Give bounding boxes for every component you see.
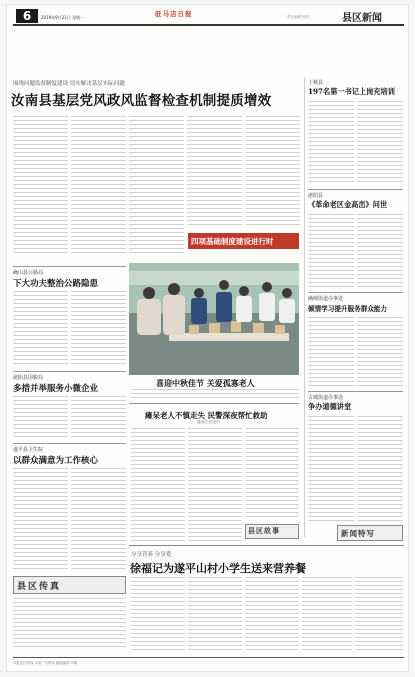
event-photo [129,263,299,375]
bottom-story-headline: 徐福记为遂平山村小学生送来营养餐 [130,562,306,575]
right-story-1-headline: 197名第一书记上岗充培训 [308,87,395,96]
right-column-divider [304,77,305,537]
left-story-3-kicker: 遂平县卫生院 [13,447,44,453]
photo-caption-body [131,389,299,401]
left-bottom-body [13,598,126,648]
lead-body-col3 [129,116,184,256]
left-story-1-headline: 下大功夫整治公路隐患 [13,279,99,289]
lead-kicker: 围绕问题监督制度建设 切实解决基层实际问题 [13,81,125,87]
masthead-rule [13,24,404,26]
left-story-1-rule [13,266,126,267]
lead-tagline: 四项基础制度建设进行时 [191,237,274,246]
center-story-byline: 通讯员 任发中 [197,420,220,424]
right-story-2-body-a [308,214,354,288]
bottom-story-body-b [188,577,242,653]
left-story-2-body-b [71,396,126,440]
left-story-3-rule [13,443,126,444]
left-story-2-rule [13,371,126,372]
center-story-body-c [245,428,299,520]
section-title: 县区新闻 [342,13,382,24]
right-story-4-rule [308,391,403,392]
page-number: 6 [16,9,38,23]
left-story-3-body-b [71,468,126,572]
footer-line: 本报发行热线 本报广告热线 邮政编码 印刷 [13,661,78,665]
left-story-1-body-a [13,291,68,367]
editor-line: 责任编辑 校对 [287,15,310,19]
banner-county-fax-label: 县区传真 [17,582,62,592]
left-story-2-body-a [13,396,68,440]
photo-caption-title: 喜迎中秋佳节 关爱孤寡老人 [156,378,255,388]
right-story-2-body-b [357,214,403,288]
lead-body-col1 [13,116,68,256]
bottom-story-body-d [302,577,352,653]
left-story-1-kicker: 确山县公路局 [13,270,44,276]
event-photo-illustration [129,263,299,375]
bottom-story-kicker: 分享营养 分享爱 [131,552,172,558]
bottom-story-body-e [355,577,403,653]
right-story-4-kicker: 古城街道办事处 [308,395,344,401]
left-story-2-kicker: 泌阳县国税局 [13,375,44,381]
left-story-3-headline: 以群众满意为工作核心 [13,456,99,466]
right-story-1-body-b [357,101,403,185]
newspaper-logo: 驻马店日报 [155,10,193,18]
center-story-headline: 瘫呆老人不慎走失 民警深夜帮忙救助 [145,411,268,420]
right-story-4-headline: 争办道德讲堂 [308,402,352,411]
right-story-2-headline: 《革命老区金高峦》问世 [308,200,388,209]
right-story-3-body-a [308,317,354,387]
footer-rule [13,657,404,658]
right-story-1-body-a [308,101,354,185]
bottom-story-body-a [131,577,185,653]
right-story-4-body-a [308,416,354,524]
lead-body-col2 [71,116,126,256]
left-story-2-headline: 多措并举服务小微企业 [13,384,99,394]
lead-body-col5 [245,116,300,226]
newspaper-page [6,4,409,672]
photo-caption-rule [129,403,299,404]
right-story-2-kicker: 泌阳县 [308,193,324,199]
bottom-story-rule [129,545,404,546]
right-story-3-kicker: 确城街道办事处 [308,296,344,302]
center-story-body-b [188,428,242,544]
right-story-4-body-b [357,416,403,524]
lead-body-col4 [187,116,242,226]
right-story-3-body-b [357,317,403,387]
center-story-body-a [131,428,185,544]
date-line: 2019年9月21日 星期一 [41,15,85,20]
left-story-1-body-b [71,291,126,367]
right-story-3-rule [308,292,403,293]
lead-headline: 汝南县基层党风政风监督检查机制提质增效 [11,93,272,109]
left-story-3-body-a [13,468,68,572]
right-story-1-kicker: 上蔡县 [308,80,324,86]
right-story-3-headline: 倾情学习提升服务群众能力 [308,305,388,313]
banner-county-story-label: 县区故事 [248,526,280,535]
right-story-2-rule [308,189,403,190]
banner-news-feature-label: 新闻特写 [341,529,375,538]
bottom-story-body-c [245,577,299,653]
